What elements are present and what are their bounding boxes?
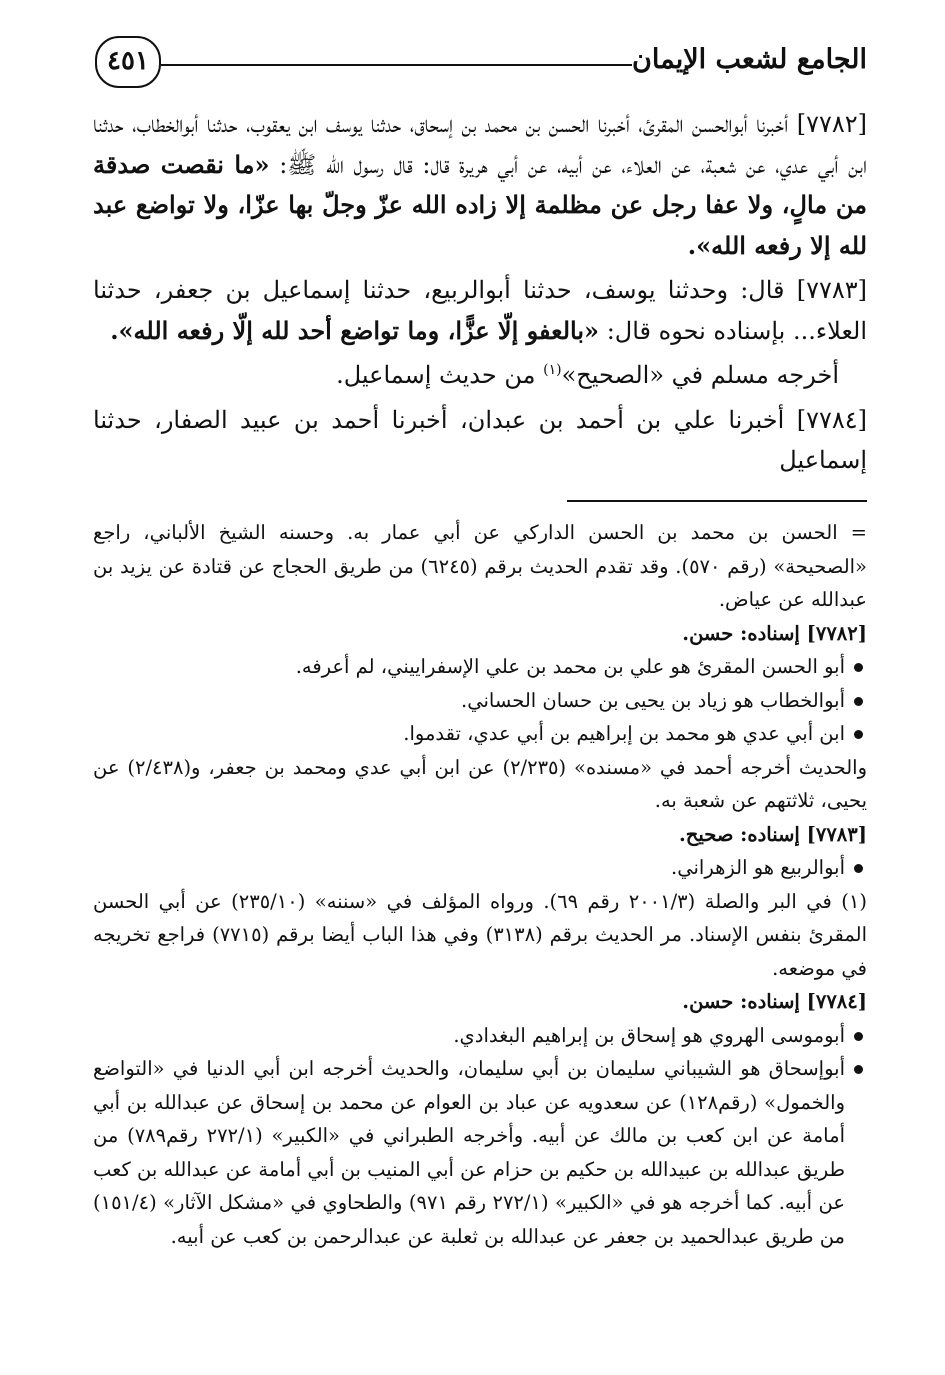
footnote-separator [567,500,867,502]
note-7783-list [93,851,867,885]
page-number: ٤٥١ [95,36,161,88]
hadith-7783 [93,270,867,351]
footnote-ref-1: (١) [543,362,562,378]
note-7782-takhrij: والحديث أخرجه أحمد في «مسنده» (٢/٢٣٥) عن ابن أبي عدي ومحمد بن جعفر، و(٢/٤٣٨) عن يحيى، ثلاثتهم عن شعبة به. [93,755,868,812]
takhrij-part-2: من حديث إسماعيل. [336,361,536,389]
takhrij-line [93,355,867,396]
note-bullet: أبوالخطاب هو زياد بن يحيى بن حسان الحساني. [93,684,867,718]
hadith-7784: [٧٧٨٤] أخبرنا علي بن أحمد بن عبدان، أخبرنا أحمد بن عبيد الصفار، حدثنا إسماعيل [93,405,867,474]
page-header [95,30,867,90]
hadith-7783-matn: «بالعفو إلّا عزًّا، وما تواضع أحد لله إلّا رفعه الله». [110,315,600,345]
note-7784-list [93,1019,867,1254]
note-bullet: ابن أبي عدي هو محمد بن إبراهيم بن أبي عدي، تقدموا. [93,717,867,751]
note-7783-heading: [٧٧٨٣] إسناده: صحيح. [678,822,867,846]
hadith-7782 [93,104,867,266]
note-7784-heading: [٧٧٨٤] إسناده: حسن. [682,990,867,1013]
note-bullet: أبو الحسن المقرئ هو علي بن محمد بن علي الإسفراييني، لم أعرفه. [93,650,867,684]
hadith-7782-isnad: [٧٧٨٢] أخبرنا أبوالحسن المقرئ، أخبرنا الحسن بن محمد بن إسحاق، حدثنا يوسف ابن يعقوب، حدثنا أبوالخطاب، حدثنا ابن أبي عدي، عن شعبة، عن العلاء، عن أبيه، عن أبي هريرة قال: قال رسول الله ﷺ: [93,110,867,179]
takhrij-part-1: أخرجه مسلم في «الصحيح» [561,361,839,389]
book-title: الجامع لشعب الإيمان [632,44,867,75]
note-7782-heading: [٧٧٨٢] إسناده: حسن. [682,621,867,645]
header-rule [161,64,632,66]
note-bullet: أبوإسحاق هو الشيباني سليمان بن أبي سليمان، والحديث أخرجه ابن أبي الدنيا في «التواضع والخمول» (رقم١٢٨) عن سعدويه عن عباد بن العوام عن محمد بن إسحاق عن عبدالله بن أبي أمامة عن ابن كعب بن مالك عن أبيه. وأخرجه الطبراني في «الكبير» (٢٧٢/١ رقم٧٨٩) من طريق عبدالله بن عبيدالله بن حكيم بن حزام عن أبي المنيب بن أبي أمامة عن عبدالله بن كعب عن أبيه. كما أخرجه هو في «الكبير» (٢٧٢/١ رقم ٩٧١) والطحاوي في «مشكل الآثار» (١٥١/٤) من طريق عبدالحميد بن جعفر عن عبدالله بن ثعلبة عن عبدالرحمن بن كعب عن أبيه. [93,1052,867,1253]
note-bullet: أبوالربيع هو الزهراني. [93,851,867,885]
main-text [93,104,867,485]
note-7782-list [93,650,867,751]
hadith-7783-isnad: [٧٧٨٣] قال: وحدثنا يوسف، حدثنا أبوالربيع، حدثنا إسماعيل بن جعفر، حدثنا العلاء... بإسناده نحوه قال: [93,276,867,345]
continued-note: = الحسن بن محمد بن الحسن الداركي عن أبي عمار به. وحسنه الشيخ الألباني، راجع «الصحيحة» (رقم ٥٧٠). وقد تقدم الحديث برقم (٦٢٤٥) من طريق الحجاج عن قتادة عن يزيد بن عبدالله عن عياض. [93,521,867,611]
footnote-1: (١) في البر والصلة (٢٠٠١/٣ رقم ٦٩). ورواه المؤلف في «سننه» (٢٣٥/١٠) عن أبي الحسن المقرئ بنفس الإسناد. مر الحديث برقم (٣١٣٨) وفي هذا الباب أيضا برقم (٧٧١٥) فراجع تخريجه في موضعه. [93,889,868,980]
hadith-7782-matn: «ما نقصت صدقة من مالٍ، ولا عفا رجل عن مظلمة إلا زاده الله عزّ وجلّ بها عزّا، ولا تواضع عبد لله إلا رفعه الله». [93,149,867,260]
note-bullet: أبوموسى الهروي هو إسحاق بن إبراهيم البغدادي. [93,1019,867,1053]
footnotes [93,516,867,1253]
